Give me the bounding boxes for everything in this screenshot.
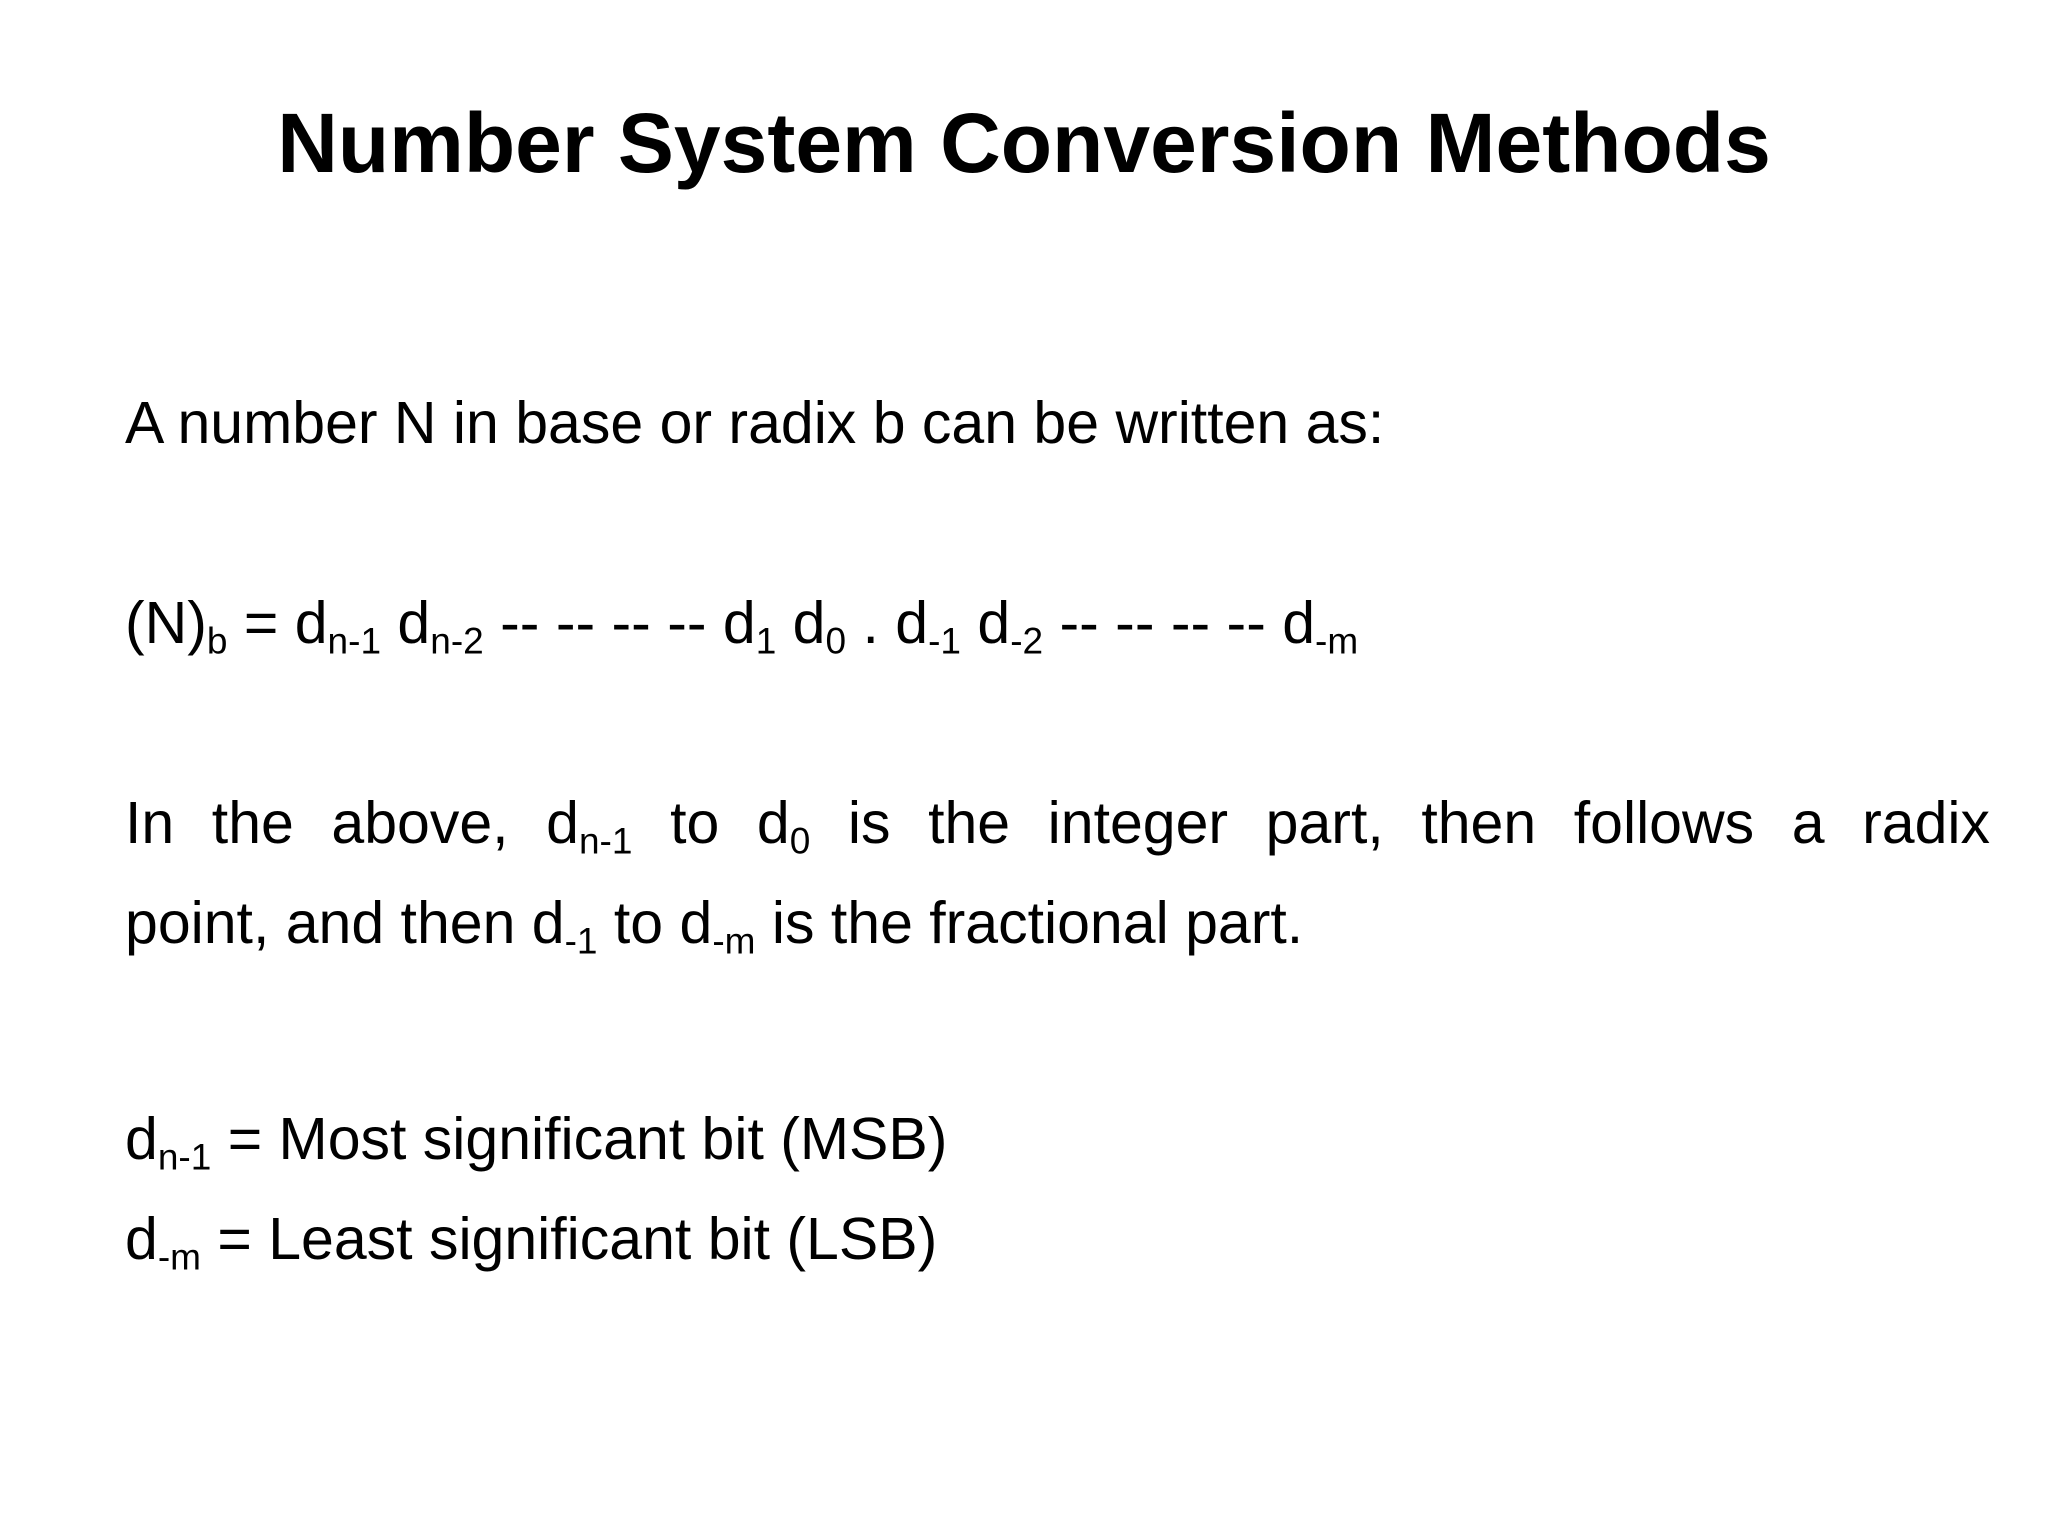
- paragraph-text: is the fractional part.: [755, 890, 1304, 956]
- formula-subscript: n-1: [327, 620, 382, 662]
- formula-text: -- -- -- -- d: [483, 590, 756, 656]
- lsb-subscript: -m: [157, 1236, 201, 1278]
- msb-symbol: d: [125, 1106, 158, 1172]
- paragraph-text: is the integer part, then follows a radix: [810, 790, 1990, 856]
- paragraph-subscript: n-1: [578, 820, 633, 862]
- formula-subscript: n-2: [430, 620, 484, 662]
- formula-base-subscript: b: [206, 620, 228, 662]
- paragraph-text: In the above, d: [125, 790, 579, 856]
- slide-title: Number System Conversion Methods: [277, 96, 1771, 190]
- paragraph-subscript: 0: [789, 820, 811, 862]
- formula-lhs: (N): [125, 590, 207, 656]
- lsb-definition: [125, 1203, 938, 1278]
- paragraph-text: to d: [632, 790, 790, 856]
- formula-subscript: -m: [1315, 620, 1359, 662]
- paragraph-text: point, and then d: [125, 890, 565, 956]
- msb-subscript: n-1: [157, 1136, 212, 1178]
- paragraph-subscript: -m: [712, 920, 756, 962]
- number-formula: [125, 587, 1359, 662]
- paragraph-line-1: [125, 787, 1990, 862]
- formula-subscript: 1: [755, 620, 777, 662]
- formula-text: d: [776, 590, 826, 656]
- formula-text: d: [381, 590, 431, 656]
- lsb-text: = Least significant bit (LSB): [200, 1206, 938, 1272]
- formula-subscript: -1: [928, 620, 961, 662]
- paragraph-line-2: [125, 887, 1304, 962]
- formula-text: . d: [846, 590, 929, 656]
- formula-subscript: 0: [825, 620, 847, 662]
- msb-text: = Most significant bit (MSB): [211, 1106, 948, 1172]
- formula-text: = d: [227, 590, 328, 656]
- paragraph-subscript: -1: [564, 920, 598, 962]
- paragraph-text: to d: [597, 890, 713, 956]
- formula-subscript: -2: [1010, 620, 1044, 662]
- lsb-symbol: d: [125, 1206, 158, 1272]
- msb-definition: [125, 1103, 948, 1178]
- formula-text: -- -- -- -- d: [1043, 590, 1316, 656]
- formula-text: d: [960, 590, 1011, 656]
- intro-text: A number N in base or radix b can be written as:: [125, 390, 1385, 456]
